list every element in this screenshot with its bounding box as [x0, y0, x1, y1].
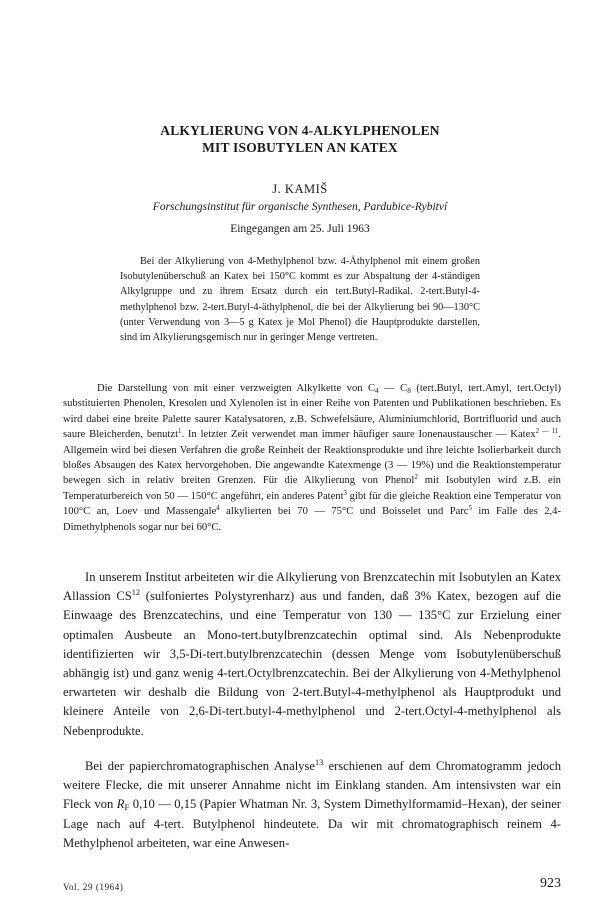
reference-marker: 13: [314, 758, 324, 768]
article-title: [0, 122, 600, 156]
title-line-1: ALKYLIERUNG VON 4-ALKYLPHENOLEN: [160, 123, 440, 138]
reference-marker: 4: [216, 505, 220, 513]
reference-marker: 12: [131, 588, 140, 598]
page-number: 923: [540, 876, 561, 891]
received-date: Eingegangen am 25. Juli 1963: [230, 223, 370, 235]
reference-marker: 3: [343, 489, 347, 497]
rf-symbol: R: [116, 797, 125, 812]
reference-marker: 2 — 11: [535, 428, 559, 436]
reference-marker: 2: [414, 474, 418, 482]
reference-marker: 1: [178, 428, 182, 436]
introduction-paragraph: Die Darstellung von mit einer verzweigten Alkylkette von $C_4$ — $C_8$ (tert.Butyl, tert.Amyl, tert.Octyl) substituierten Phenolen, Kresolen und Xylenolen ist in einer Reihe von Patenten und Publikationen beschrieben. Es wird dabei eine breite Palette saurer Katalysatoren, z.B. Schwefelsäure, Aluminiumchlorid, Bortrifluorid und auch saure Bleicherden, benutzt$^1$. In letzter Zeit verwendet man immer häufiger saure Ionenaustauscher — Katex$^{2 — 11}$. Allgemein wird bei diesen Verfahren die große Reinheit der Reaktionsprodukte und ihre leichte Isolierbarkeit durch bloßes Absaugen des Katex hervorgehoben. Die angewandte Katexmenge (3 — 19%) und die Reaktionstemperatur bewegen sich in relativ breiten Grenzen. Für die Alkylierung von Phenol$^2$ mit Isobutylen wird z.B. ein Temperaturbereich von 50 — 150°C angeführt, ein anderes Patent$^3$ gibt für die gleiche Reaktion eine Temperatur von 100°C an, Loev und Massengale$^4$ alkylierten bei 70 — 75°C und Boisselet und Parc$^5$ im Falle des 2,4-Dimethylphenols sogar nur bei 60°C.: [63, 383, 562, 533]
reference-marker: 5: [468, 505, 472, 513]
body-paragraph-2: Bei der papierchromatographischen Analyse$^{13}$ erschienen auf dem Chromatogramm jedoch weitere Flecke, die mit unserer Annahme nicht im Einklang standen. Am intensivsten war ein Fleck von $R_F$ 0,10 — 0,15 (Papier Whatman Nr. 3, System Dimethylformamid–Hexan), der seiner Lage nach auf 4-tert. Butylphenol hindeutete. Da wir mit chromatographisch reinem 4-Methylphenol arbeiteten, war eine Anwesen-: [63, 758, 561, 850]
body-paragraph-1: In unserem Institut arbeiteten wir die Alkylierung von Brenzcatechin mit Isobutylen an Katex Allassion CS$^{12}$ (sulfoniertes Polystyrenharz) aus und fanden, daß 3% Katex, bezogen auf die Einwaage des Brenzcatechins, und eine Temperatur von 130 — 135°C zur Erzielung einer optimalen Ausbeute an Mono-tert.butylbrenzcatechin optimal sind. Als Nebenprodukte identifizierten wir 3,5-Di-tert.butylbrenzcatechin (dessen Menge vom Isobutylenüberschuß abhängig ist) und ganz wenig 4-tert.Octylbrenzcatechin. Bei der Alkylierung von 4-Methylphenol erwarteten wir deshalb die Bildung von 2-tert.Butyl-4-methylphenol als Hauptprodukt und kleinere Anteile von 2,6-Di-tert.butyl-4-methylphenol und 2-tert.Octyl-4-methylphenol als Nebenprodukte.: [63, 570, 561, 738]
author-affiliation: Forschungsinstitut für organische Synthesen, Pardubice-Rybitví: [152, 201, 448, 213]
author-name: J. KAMIŠ: [272, 182, 328, 196]
abstract: Bei der Alkylierung von 4-Methylphenol bzw. 4-Äthylphenol mit einem großen Isobutylenüberschuß an Katex bei 150°C kommt es zur Abspaltung der 4-ständigen Alkylgruppe und zu ihrem Ersatz durch ein tert.Butyl-Radikal. 2-tert.Butyl-4-methylphenol bzw. 2-tert.Butyl-4-äthylphenol, die bei der Alkylierung bei 90—130°C (unter Verwendung von 3—5 g Katex je Mol Phenol) die Hauptprodukte darstellen, sind im Alkylierungsgemisch nur in geringer Menge vertreten.: [120, 256, 480, 344]
journal-volume: Vol. 29 (1964): [63, 882, 124, 892]
title-line-2: MIT ISOBUTYLEN AN KATEX: [202, 140, 398, 155]
